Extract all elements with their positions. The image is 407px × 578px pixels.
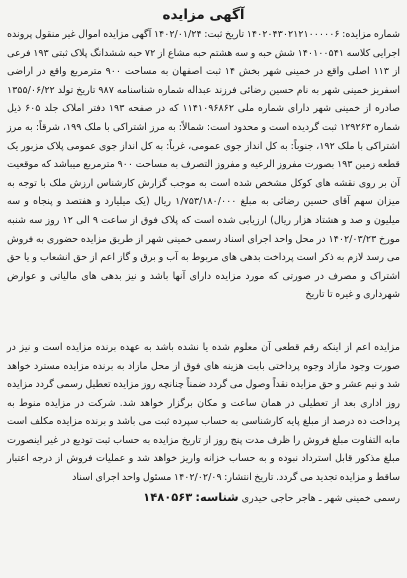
notice-title: آگهی مزایده <box>162 7 245 23</box>
reference-number: ۱۴۸۰۵۶۳ <box>143 489 193 504</box>
paragraph-gap <box>7 305 400 339</box>
notice-footer <box>7 339 400 508</box>
signoff-text: رسمی خمینی شهر ـ هاجر حاجی حیدری <box>241 492 400 504</box>
reference-label: شناسه: <box>195 489 239 504</box>
notice-signoff-line <box>7 488 400 509</box>
notice-paragraph-1: شماره مزایده: ۱۴۰۲۰۴۳۰۲۱۲۱۰۰۰۰۰۶ تاریخ ثبت: ۱۴۰۲/۰۱/۲۴ آگهی مزایده اموال غیر منقول پرونده اجرایی کلاسه ۱۴۰۱۰۰۵۴۱ شش حبه و سه هشتم حبه مشاع از ۷۲ حبه ششدانگ پلاک ثبتی ۱۹۳ فرعی از ۱۱۳ اصلی واقع در خمینی شهر بخش ۱۴ ثبت اصفهان به مساحت ۹۰۰ مترمربع واقع در اراضی اسفریز خمینی شهر به نام حسین رضائی فرزند عبداله شماره شناسنامه ۹۸۷ تاریخ تولد ۱۳۵۵/۰۶/۲۲ صادره از خمینی شهر دارای شماره ملی ۱۱۴۱۰۹۶۸۶۲ که در صفحه ۱۹۳ دفتر املاک جلد ۶۰۵ ذیل شماره ۱۲۹۲۶۳ ثبت گردیده است و محدود است: شمالاً: به مرز اشتراکی با ملک ۱۹۹، شرقاً: به مرز اشتراکی با ملک ۱۹۲، جنوباً: به کل انداز جوی عمومی، غرباً: به کل انداز جوی عمومی پلاک مزبور یک قطعه زمین ۱۹۳ بصورت مفروز الرعیه و مفروز التصرف به مساحت ۹۰۰ مترمربع میباشد که موقعیت آن بر روی نقشه های کوکل مشخص شده است به موجب گزارش کارشناس ارزش ملک با توجه به میزان سهم آقای حسین رضائی به مبلغ ۱/۷۵۳/۱۸۰/۰۰۰ ریال (یک میلیارد و هفتصد و پنجاه و سه میلیون و صد و هشتاد هزار ریال) ارزیابی شده است که پلاک فوق از ساعت ۹ الی ۱۲ روز سه شنبه مورخ ۱۴۰۲/۰۳/۲۳ در محل واحد اجرای اسناد رسمی خمینی شهر از طریق مزایده حضوری به فروش می رسد لازم به ذکر است پرداخت بدهی های مربوط به آب و برق و گاز اعم از حق انشعاب و یا حق اشتراک و مصرف در صورتی که مورد مزایده دارای آنها باشد و نیز بدهی های مالیاتی و عوارض شهرداری و غیره تا تاریخ <box>7 29 401 301</box>
notice-paragraph-2: مزایده اعم از اینکه رقم قطعی آن معلوم شده یا نشده باشد به عهده برنده مزایده است و نیز در صورت وجود مازاد وجوه پرداختی بابت هزینه های فوق از محل مازاد به برنده مزایده مسترد خواهد شد و نیم عشر و حق مزایده نقداً وصول می گردد ضمناً چنانچه روز مزایده تعطیل رسمی گردد مزایده روز اداری بعد از تعطیلی در همان ساعت و مکان برگزار خواهد شد. شرکت در مزایده منوط به پرداخت ده درصد از مبلغ پایه کارشناسی به حساب سپرده ثبت می باشد و برنده مزایده مکلف است مابه التفاوت مبلغ فروش را ظرف مدت پنج روز از تاریخ مزایده به حساب ثبت تودیع در غیر اینصورت مبلغ مذکور قابل استرداد نبوده و به حساب خزانه واریز خواهد شد و عملیات فروش از درجه اعتبار ساقط و مزایده تجدید می گردد. تاریخ انتشار: ۱۴۰۲/۰۲/۰۹ مسئول واحد اجرای اسناد <box>7 341 400 484</box>
